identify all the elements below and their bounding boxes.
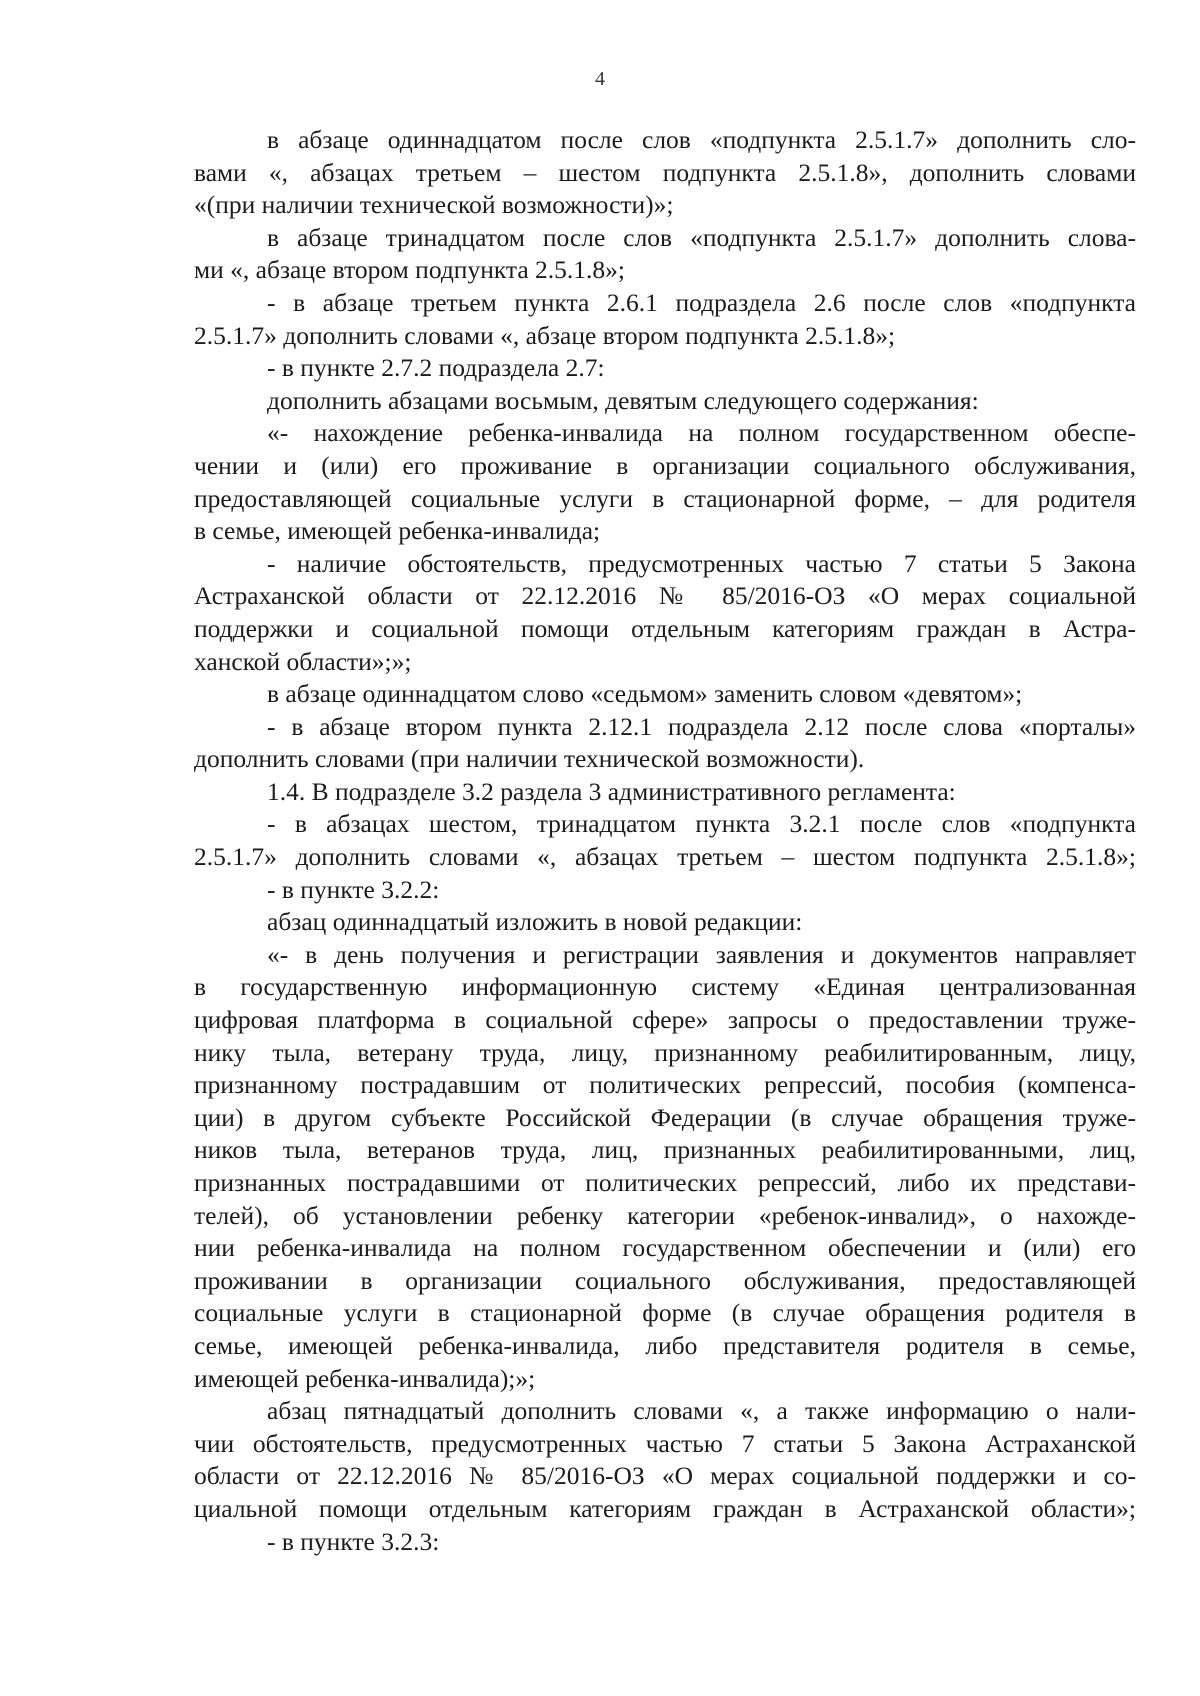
text-line: дополнить словами (при наличии технической возможности). bbox=[194, 744, 865, 774]
text-line: телей), об установлении ребенку категории «ребенок-инвалид», о нахожде- bbox=[194, 1200, 1136, 1230]
text-line: вами «, абзацах третьем – шестом подпункта 2.5.1.8», дополнить словами bbox=[194, 157, 1136, 187]
text-line: «- в день получения и регистрации заявления и документов направляет bbox=[267, 939, 1136, 969]
text-line: нии ребенка-инвалида на полном государственном обеспечении и (или) его bbox=[194, 1233, 1136, 1263]
text-line: ханской области»;»; bbox=[194, 646, 412, 676]
text-line: дополнить абзацами восьмым, девятым следующего содержания: bbox=[267, 385, 979, 415]
page-number: 4 bbox=[595, 68, 605, 90]
text-line: проживании в организации социального обслуживания, предоставляющей bbox=[194, 1265, 1136, 1295]
text-line: имеющей ребенка-инвалида);»; bbox=[194, 1363, 536, 1393]
text-line: - в абзацах шестом, тринадцатом пункта 3.2.1 после слов «подпункта bbox=[267, 809, 1136, 839]
text-line: социальные услуги в стационарной форме (в случае обращения родителя в bbox=[194, 1298, 1136, 1328]
text-line: - в пункте 3.2.2: bbox=[267, 874, 440, 904]
document-body bbox=[194, 124, 1136, 1558]
text-line: «- нахождение ребенка-инвалида на полном государственном обеспе- bbox=[267, 418, 1136, 448]
text-line: области от 22.12.2016 № 85/2016-ОЗ «О мерах социальной поддержки и со- bbox=[194, 1461, 1136, 1491]
text-line: ми «, абзаце втором подпункта 2.5.1.8»; bbox=[194, 255, 626, 285]
text-line: нику тыла, ветерану труда, лицу, признанному реабилитированным, лицу, bbox=[194, 1037, 1136, 1067]
text-line: циальной помощи отдельным категориям граждан в Астраханской области»; bbox=[194, 1493, 1136, 1523]
text-line: семье, имеющей ребенка-инвалида, либо представителя родителя в семье, bbox=[194, 1330, 1136, 1360]
text-line: 2.5.1.7» дополнить словами «, абзацах третьем – шестом подпункта 2.5.1.8»; bbox=[194, 842, 1136, 872]
text-line: - в пункте 3.2.3: bbox=[267, 1526, 440, 1556]
text-line: абзац пятнадцатый дополнить словами «, а также информацию о нали- bbox=[267, 1396, 1136, 1426]
text-line: - наличие обстоятельств, предусмотренных частью 7 статьи 5 Закона bbox=[267, 548, 1136, 578]
text-line: в абзаце тринадцатом после слов «подпункта 2.5.1.7» дополнить слова- bbox=[267, 222, 1136, 252]
text-line: ции) в другом субъекте Российской Федерации (в случае обращения труже- bbox=[194, 1102, 1136, 1132]
text-line: абзац одиннадцатый изложить в новой редакции: bbox=[267, 907, 803, 937]
text-line: предоставляющей социальные услуги в стационарной форме, – для родителя bbox=[194, 483, 1136, 513]
text-line: в семье, имеющей ребенка-инвалида; bbox=[194, 516, 601, 546]
text-line: признанному пострадавшим от политических репрессий, пособия (компенса- bbox=[194, 1070, 1136, 1100]
text-line: в абзаце одиннадцатом после слов «подпункта 2.5.1.7» дополнить сло- bbox=[267, 125, 1136, 154]
text-line: ников тыла, ветеранов труда, лиц, признанных реабилитированными, лиц, bbox=[194, 1135, 1136, 1165]
text-line: - в абзаце третьем пункта 2.6.1 подраздела 2.6 после слов «подпункта bbox=[267, 287, 1136, 317]
text-line: признанных пострадавшими от политических репрессий, либо их представи- bbox=[194, 1168, 1136, 1197]
text-line: 1.4. В подразделе 3.2 раздела 3 административного регламента: bbox=[267, 776, 956, 806]
text-line: 2.5.1.7» дополнить словами «, абзаце втором подпункта 2.5.1.8»; bbox=[194, 320, 896, 350]
text-line: - в абзаце втором пункта 2.12.1 подраздела 2.12 после слова «порталы» bbox=[267, 711, 1136, 741]
text-line: «(при наличии технической возможности)»; bbox=[194, 190, 674, 220]
text-line: чении и (или) его проживание в организации социального обслуживания, bbox=[194, 450, 1136, 480]
text-line: поддержки и социальной помощи отдельным категориям граждан в Астра- bbox=[194, 613, 1136, 643]
text-line: в государственную информационную систему «Единая централизованная bbox=[194, 972, 1136, 1002]
text-line: цифровая платформа в социальной сфере» запросы о предоставлении труже- bbox=[194, 1005, 1136, 1035]
text-line: в абзаце одиннадцатом слово «седьмом» заменить словом «девятом»; bbox=[267, 679, 1023, 709]
text-line: чии обстоятельств, предусмотренных частью 7 статьи 5 Закона Астраханской bbox=[194, 1428, 1136, 1458]
text-line: Астраханской области от 22.12.2016 № 85/2016-ОЗ «О мерах социальной bbox=[194, 581, 1136, 611]
text-line: - в пункте 2.7.2 подраздела 2.7: bbox=[267, 353, 605, 383]
